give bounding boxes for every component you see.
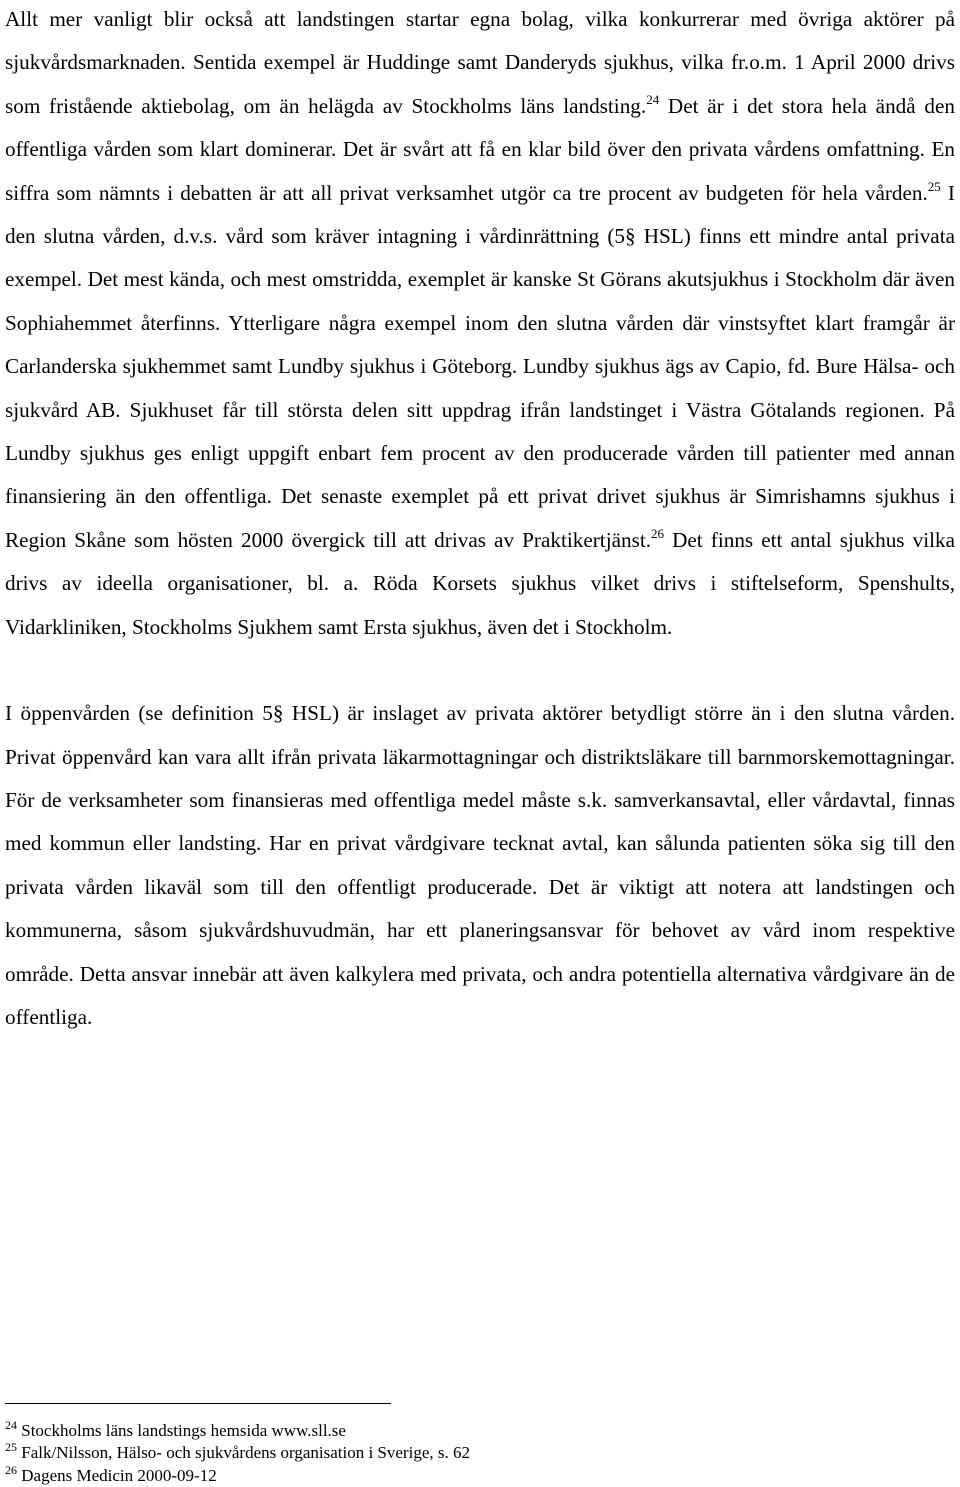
footnote-number: 24	[5, 1418, 17, 1432]
paragraph-1-text-d: Det finns ett antal sjukhus vilka drivs av ideella organisationer, bl. a. Röda Korsets sjukhus vilket drivs i stiftelseform, Spenshults, Vidarkliniken, Stockholms Sjukhem samt Ersta sjukhus, även det i Stockholm.	[5, 527, 955, 639]
footnote-number: 26	[5, 1462, 17, 1477]
footnote-ref-26: 26	[651, 525, 665, 541]
body-paragraph-2: I öppenvården (se definition 5§ HSL) är inslaget av privata aktörer betydligt större än i den slutna vården. Privat öppenvård kan vara allt ifrån privata läkarmottagningar och distriktsläkare till barnmorskemottagningar. För de verksamheter som finansieras med offentliga medel måste s.k. samverkansavtal, eller vårdavtal, finnas med kommun eller landsting. Har en privat vårdgivare tecknat avtal, kan sålunda patienten söka sig till den privata vården likaväl som till den offentligt producerade. Det är viktigt att notera att landstingen och kommunerna, såsom sjukvårdshuvudmän, har ett planeringsansvar för behovet av vård inom respektive område. Detta ansvar innebär att även kalkylera med privata, och andra potentiella alternativa vårdgivare än de offentliga.	[5, 701, 955, 1029]
footnote-separator	[5, 1403, 391, 1404]
footnote-25	[5, 1442, 705, 1464]
document-page	[5, 0, 955, 1039]
footnote-ref-24: 24	[646, 91, 660, 107]
paragraph-1-text-a: Allt mer vanligt blir också att landstingen startar egna bolag, vilka konkurrerar med övriga aktörer på sjukvårdsmarknaden. Sentida exempel är Huddinge samt Danderyds sjukhus, vilka fr.o.m. 1 April 2000 drivs som fristående aktiebolag, om än helägda av Stockholms läns landsting.	[5, 7, 955, 118]
paragraph-1-text-c: I den slutna vården, d.v.s. vård som kräver intagning i vårdinrättning (5§ HSL) finns ett mindre antal privata exempel. Det mest kända, och mest omstridda, exemplet är kanske St Görans akutsjukhus i Stockholm där även Sophiahemmet återfinns. Ytterligare några exempel inom den slutna vården där vinstsyftet klart framgår är Carlanderska sjukhemmet samt Lundby sjukhus i Göteborg. Lundby sjukhus ägs av Capio, fd. Bure Hälsa- och sjukvård AB. Sjukhuset får till största delen sitt uppdrag ifrån landstinget i Västra Götalands regionen. På Lundby sjukhus ges enligt uppgift enbart fem procent av den producerade vården till patienter med annan finansiering än den offentliga. Det senaste exemplet på ett privat drivet sjukhus är Simrishamns sjukhus i Region Skåne som hösten 2000 övergick till att drivas av Praktikertjänst.	[5, 180, 955, 552]
paragraph-1-text-b: Det är i det stora hela ändå den offentliga vården som klart dominerar. Det är svårt att få en klar bild över den privata vårdens omfattning. En siffra som nämnts i debatten är att all privat verksamhet utgör ca tre procent av budgeten för hela vården.	[5, 93, 955, 205]
body-paragraph-1	[5, 0, 955, 649]
footnote-ref-25: 25	[927, 178, 941, 194]
footnote-number: 25	[5, 1440, 17, 1455]
footnote-24	[5, 1420, 705, 1442]
footnote-text: Stockholms läns landstings hemsida www.sll.se	[21, 1421, 346, 1440]
footnote-26	[5, 1462, 705, 1487]
footnote-text: Dagens Medicin 2000-09-12	[21, 1465, 217, 1485]
footnote-text: Falk/Nilsson, Hälso- och sjukvårdens organisation i Sverige, s. 62	[21, 1443, 470, 1463]
footnotes	[5, 1420, 705, 1487]
